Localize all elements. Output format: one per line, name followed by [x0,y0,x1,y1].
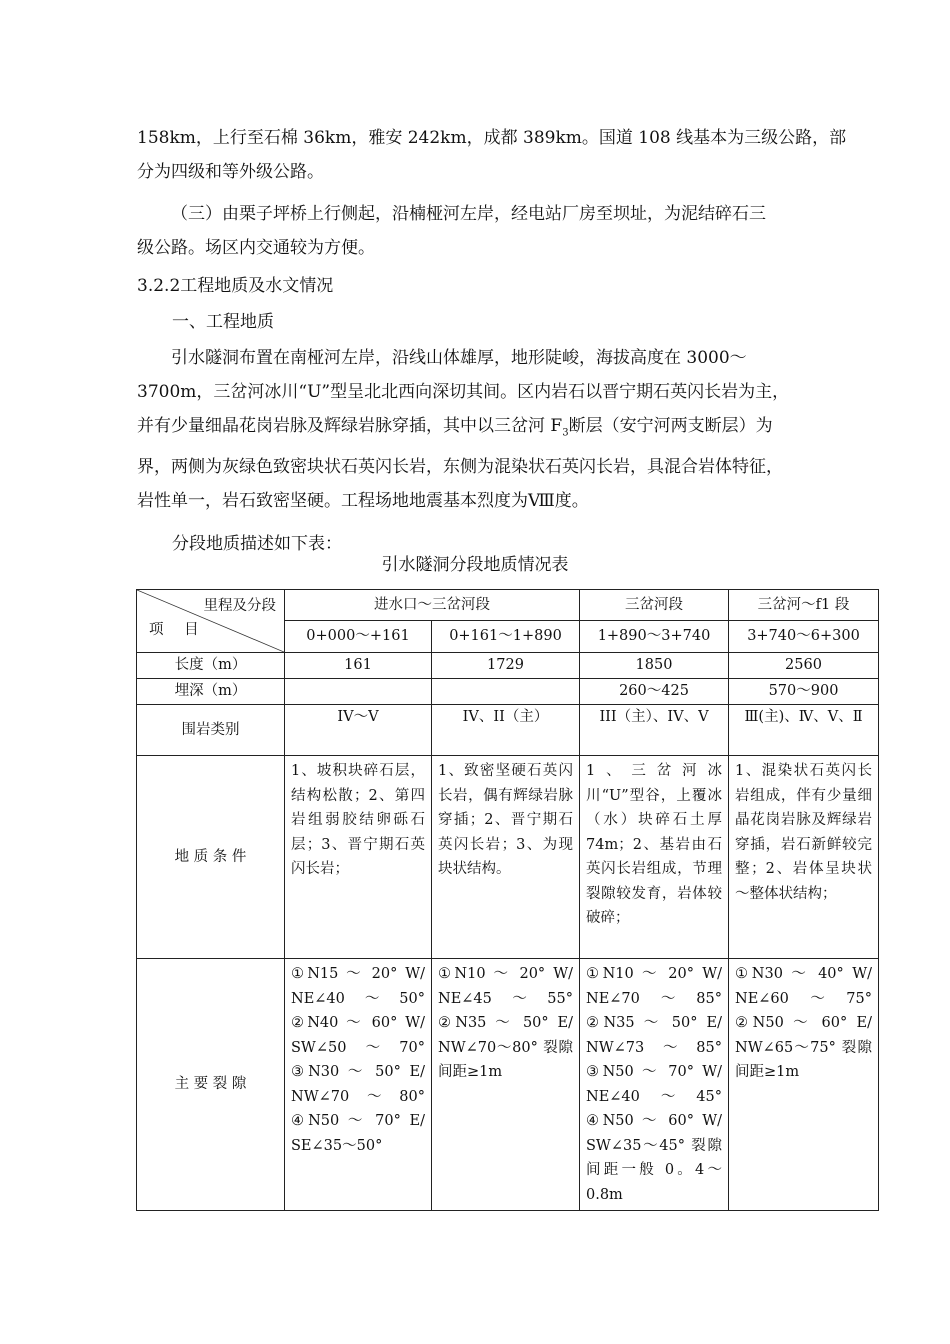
paragraph-line: （三）由栗子坪桥上行侧起，沿楠桠河左岸，经电站厂房至坝址，为泥结碎石三 [171,204,766,224]
chainage-cell: 0+161～1+890 [432,621,580,653]
section-header: 三岔河～f1 段 [729,590,879,621]
depth-cell [432,679,580,705]
rock-class-cell: III（主）、IV、V [580,705,729,756]
paragraph-roads [137,121,877,189]
section-header: 三岔河段 [580,590,729,621]
corner-header-top: 里程及分段 [203,598,276,614]
chainage-cell: 1+890～3+740 [580,621,729,653]
depth-cell [285,679,432,705]
rock-class-cell: IV～V [285,705,432,756]
section-heading: 3.2.2工程地质及水文情况 [137,276,334,296]
table-row [137,705,879,756]
row-label: 围岩类别 [137,705,285,756]
chainage-cell: 0+000～+161 [285,621,432,653]
table-row [137,756,879,959]
row-label: 埋深（m） [137,679,285,705]
length-cell: 1729 [432,653,580,679]
corner-header-bottom: 项 目 [149,622,207,638]
paragraph-fragment: 断层（安宁河两支断层）为 [568,416,773,436]
sub-heading: 一、工程地质 [172,312,274,332]
rock-class-cell: IV、II（主） [432,705,580,756]
length-cell: 1850 [580,653,729,679]
length-cell: 161 [285,653,432,679]
geology-cell: 1、三岔河冰川“U”型谷，上覆冰（水）块碎石土厚74m；2、基岩由石英闪长岩组成，节理裂隙较发育，岩体较破碎； [580,756,729,959]
paragraph-line: 岩性单一，岩石致密坚硬。工程场地地震基本烈度为Ⅷ度。 [137,491,589,512]
depth-cell: 570～900 [729,679,879,705]
table-intro: 分段地质描述如下表： [172,534,342,554]
paragraph-line [137,409,877,450]
joint-cell: ①N15 ～ 20° W/ NE∠40～50° ②N40 ～ 60° W/ SW∠50～70° ③N30 ～ 50° E/ NW∠70～80° ④N50 ～ 70° E/ SE∠35～50° [285,959,432,1211]
corner-header-cell [137,590,285,653]
joint-cell: ①N30 ～ 40° W/ NE∠60～75° ②N50 ～ 60° E/ NW∠65～75° 裂隙间距≥1m [729,959,879,1211]
paragraph-fragment: 并有少量细晶花岗岩脉及辉绿岩脉穿插，其中以三岔河 F [137,416,563,436]
paragraph-line: 3700m，三岔河冰川“U”型呈北北西向深切其间。区内岩石以晋宁期石英闪长岩为主， [137,382,790,402]
table-row [137,959,879,1211]
rock-class-cell: Ⅲ(主)、Ⅳ、Ⅴ、Ⅱ [729,705,879,756]
geology-cell: 1、混染状石英闪长岩组成，伴有少量细晶花岗岩脉及辉绿岩穿插，岩石新鲜较完整；2、岩体呈块状～整体状结构； [729,756,879,959]
table-row [137,590,879,621]
paragraph-line: 分为四级和等外级公路。 [137,162,324,182]
length-cell: 2560 [729,653,879,679]
row-label: 地 质 条 件 [137,756,285,959]
table-caption: 引水隧洞分段地质情况表 [381,555,569,575]
joint-cell: ①N10 ～ 20° W/ NE∠70～85° ②N35 ～ 50° E/ NW∠73～85° ③N50 ～ 70° W/ NE∠40～45° ④N50 ～ 60° W/ SW∠35～45° 裂隙间距一般 0。4～0.8m [580,959,729,1211]
row-label: 主 要 裂 隙 [137,959,285,1211]
geology-cell: 1、致密坚硬石英闪长岩，偶有辉绿岩脉穿插；2、晋宁期石英闪长岩；3、为现块状结构。 [432,756,580,959]
row-label: 长度（m） [137,653,285,679]
section-header: 进水口～三岔河段 [285,590,580,621]
paragraph-line: 级公路。场区内交通较为方便。 [137,238,375,258]
paragraph-access-road [137,197,877,265]
fault-subscript: 3 [562,427,569,439]
paragraph-geology [137,341,877,518]
paragraph-line: 158km，上行至石棉 36km，雅安 242km，成都 389km。国道 108 线基本为三级公路，部 [137,128,847,148]
chainage-cell: 3+740～6+300 [729,621,879,653]
paragraph-line: 界，两侧为灰绿色致密块状石英闪长岩，东侧为混染状石英闪长岩，具混合岩体特征， [137,457,783,478]
table-row [137,679,879,705]
geology-cell: 1、坡积块碎石层，结构松散；2、第四岩组弱胶结卵砾石层；3、晋宁期石英闪长岩； [285,756,432,959]
joint-cell: ①N10 ～ 20° W/ NE∠45～55° ②N35 ～ 50° E/ NW∠70～80° 裂隙间距≥1m [432,959,580,1211]
paragraph-line: 引水隧洞布置在南桠河左岸，沿线山体雄厚，地形陡峻，海拔高度在 3000～ [171,348,747,368]
table-row [137,653,879,679]
geology-table [136,589,879,1211]
depth-cell: 260～425 [580,679,729,705]
